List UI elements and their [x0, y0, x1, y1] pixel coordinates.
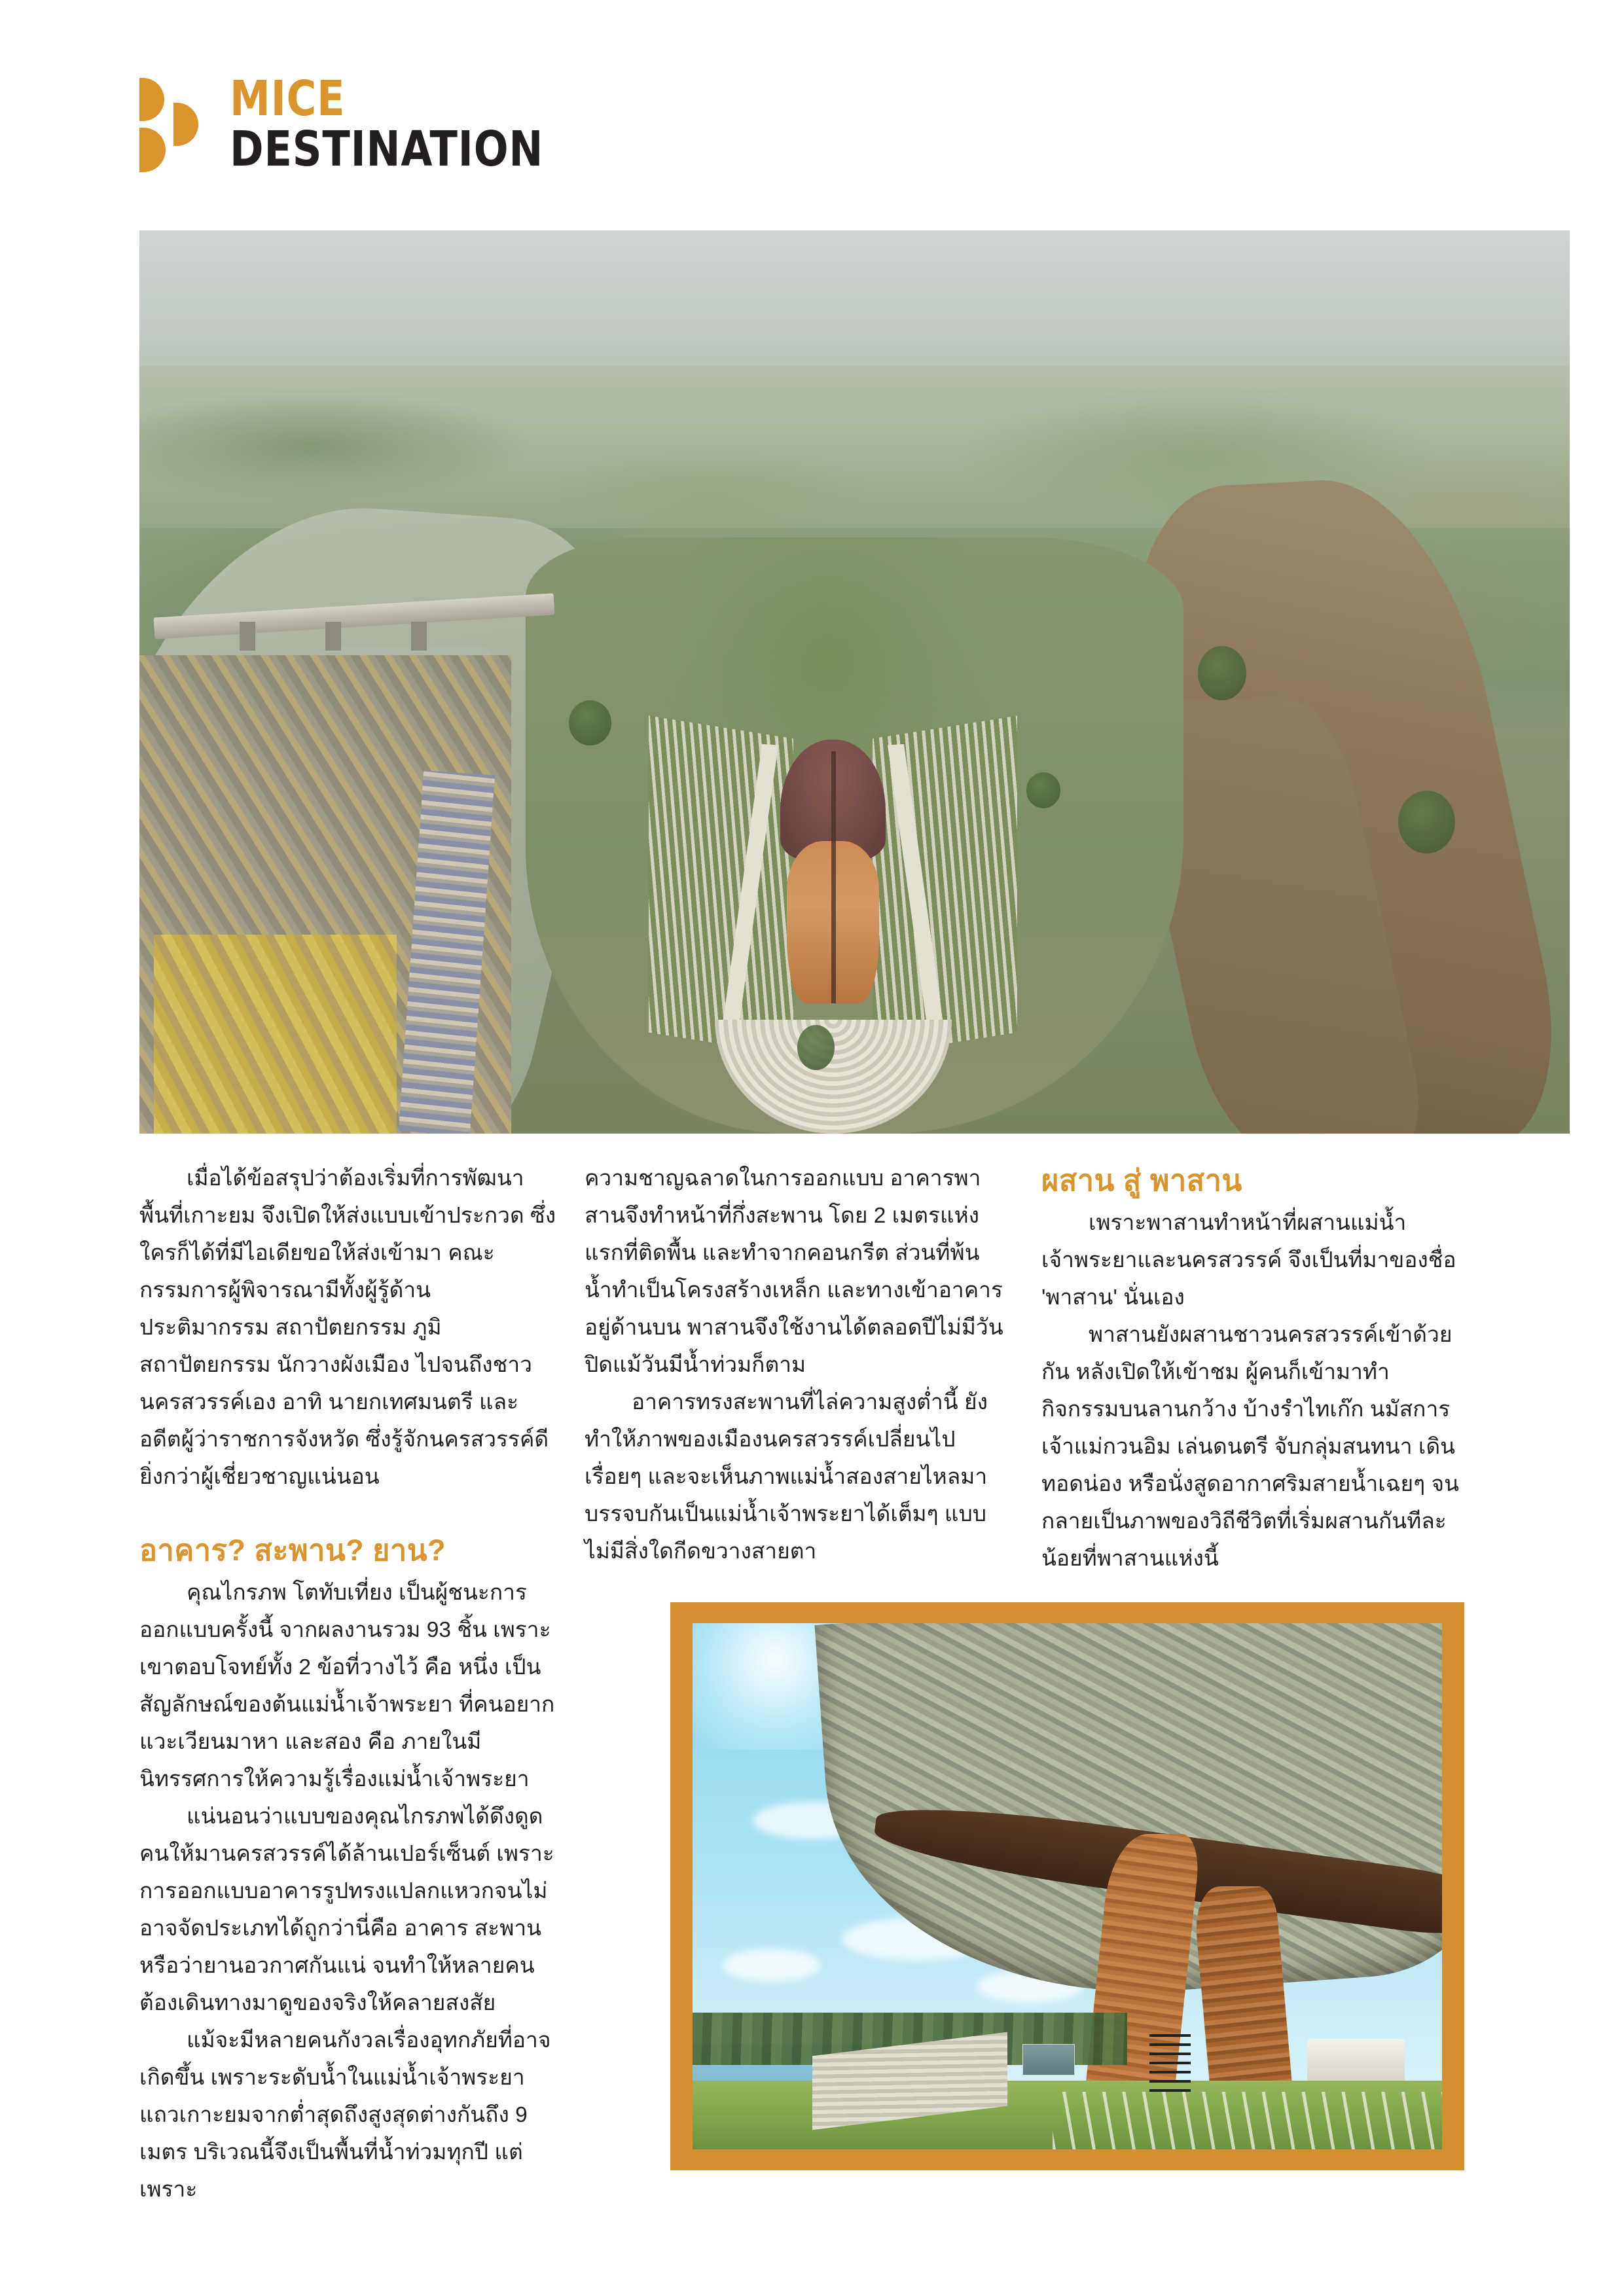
- hero-aerial-photo: [139, 230, 1570, 1134]
- logo-shape-middle: [173, 103, 198, 146]
- photo-tree: [1198, 646, 1246, 700]
- bottom-photo-frame: [670, 1602, 1464, 2170]
- photo-yellow-shophouses: [154, 935, 397, 1134]
- photo-cloud: [723, 1949, 820, 1981]
- logo-shape-bottom: [139, 128, 166, 172]
- photo-bridge-pier: [325, 622, 341, 651]
- wordmark-line-mice: MICE: [230, 71, 346, 128]
- photo-lawn-paving-stripes: [1053, 2092, 1442, 2149]
- photo-pasan-monument: [668, 727, 998, 1134]
- text-column-3: [1041, 1160, 1466, 1577]
- paragraph: แม้จะมีหลายคนกังวลเรื่องอุทกภัยที่อาจเกิดขึ้น เพราะระดับน้ำในแม่น้ำเจ้าพระยาแถวเกาะยมจากต่ำสุดถึงสูงสุดต่างกันถึง 9 เมตร บริเวณนี้จึงเป็นพื้นที่น้ำท่วมทุกปี แต่เพราะ: [139, 2028, 551, 2202]
- photo-glass-pavilion: [1022, 2044, 1075, 2075]
- photo-pavilion-split-seam: [831, 751, 836, 1003]
- text-column-1: [139, 1160, 558, 2208]
- photo-amphitheatre-steps: [715, 1020, 952, 1134]
- paragraph: เมื่อได้ข้อสรุปว่าต้องเริ่มที่การพัฒนาพื้นที่เกาะยม จึงเปิดให้ส่งแบบเข้าประกวด ซึ่งใครก็ได้ที่มีไอเดียขอให้ส่งเข้ามา คณะกรรมการผู้พิจารณามีทั้งผู้รู้ด้านประติมากรรม สถาปัตยกรรม ภูมิสถาปัตยกรรม นักวางผังเมือง ไปจนถึงชาวนครสวรรค์เอง อาทิ นายกเทศมนตรี และอดีตผู้ว่าราชการจังหวัด ซึ่งรู้จักนครสวรรค์ดียิ่งกว่าผู้เชี่ยวชาญแน่นอน: [139, 1166, 556, 1489]
- section-heading-building-bridge-vessel: อาคาร? สะพาน? ยาน?: [139, 1534, 446, 1567]
- paragraph: เพราะพาสานทำหน้าที่ผสานแม่น้ำเจ้าพระยาและนครสวรรค์ จึงเป็นที่มาของชื่อ 'พาสาน' นั่นเอง: [1041, 1211, 1456, 1310]
- paragraph: ความชาญฉลาดในการออกแบบ อาคารพาสานจึงทำหน้าที่กึ่งสะพาน โดย 2 เมตรแห่งแรกที่ติดพื้น และทำจากคอนกรีต ส่วนที่พ้นน้ำทำเป็นโครงสร้างเหล็ก และทางเข้าอาคารอยู่ด้านบน พาสานจึงใช้งานได้ตลอดปีไม่มีวันปิดแม้วันมีน้ำท่วมก็ตาม: [585, 1166, 1003, 1377]
- paragraph: คุณไกรภพ โตทับเที่ยง เป็นผู้ชนะการออกแบบครั้งนี้ จากผลงานรวม 93 ชิ้น เพราะเขาตอบโจทย์ทั้ง 2 ข้อที่วางไว้ คือ หนึ่ง เป็นสัญลักษณ์ของต้นแม่น้ำเจ้าพระยา ที่คนอยากแวะเวียนมาหา และสอง คือ ภายในมีนิทรรศการให้ความรู้เรื่องแม่น้ำเจ้าพระยา: [139, 1581, 555, 1791]
- photo-tree: [797, 1025, 835, 1070]
- photo-bridge-pier: [411, 622, 427, 651]
- photo-bridge-pier: [240, 622, 255, 651]
- wordmark: [230, 71, 604, 177]
- wordmark-line-destination: DESTINATION: [230, 121, 544, 177]
- paragraph: อาคารทรงสะพานที่ไล่ความสูงต่ำนี้ ยังทำให้ภาพของเมืองนครสวรรค์เปลี่ยนไปเรื่อยๆ และจะเห็นภาพแม่น้ำสองสายไหลมาบรรจบกันเป็นแม่น้ำเจ้าพระยาได้เต็มๆ แบบไม่มีสิ่งใดกีดขวางสายตา: [585, 1390, 988, 1564]
- photo-tree: [1398, 791, 1455, 854]
- text-column-2: [585, 1160, 1003, 1570]
- photo-steel-frame: [1149, 2028, 1191, 2091]
- mice-destination-logo-icon: [139, 75, 202, 173]
- photo-tree: [569, 700, 612, 745]
- section-heading-phasan: ผสาน สู่ พาสาน: [1041, 1164, 1242, 1197]
- photo-white-building: [1307, 2039, 1405, 2081]
- paragraph: แน่นอนว่าแบบของคุณไกรภพได้ดึงดูดคนให้มานครสวรรค์ได้ล้านเปอร์เซ็นต์ เพราะการออกแบบอาคารรูปทรงแปลกแหวกจนไม่อาจจัดประเภทได้ถูกว่านี่คือ อาคาร สะพานหรือว่ายานอวกาศกันแน่ จนทำให้หลายคนต้องเดินทางมาดูของจริงให้คลายสงสัย: [139, 1804, 554, 2015]
- bottom-photo: [693, 1623, 1442, 2149]
- masthead: [139, 71, 604, 177]
- photo-tree: [1026, 772, 1060, 808]
- logo-shape-top: [139, 78, 164, 121]
- paragraph: พาสานยังผสานชาวนครสวรรค์เข้าด้วยกัน หลังเปิดให้เข้าชม ผู้คนก็เข้ามาทำกิจกรรมบนลานกว้าง บ้างรำไทเก๊ก นมัสการเจ้าแม่กวนอิม เล่นดนตรี จับกลุ่มสนทนา เดินทอดน่อง หรือนั่งสูดอากาศริมสายน้ำเฉยๆ จนกลายเป็นภาพของวิถีชีวิตที่เริ่มผสานกันทีละน้อยที่พาสานแห่งนี้: [1041, 1323, 1459, 1571]
